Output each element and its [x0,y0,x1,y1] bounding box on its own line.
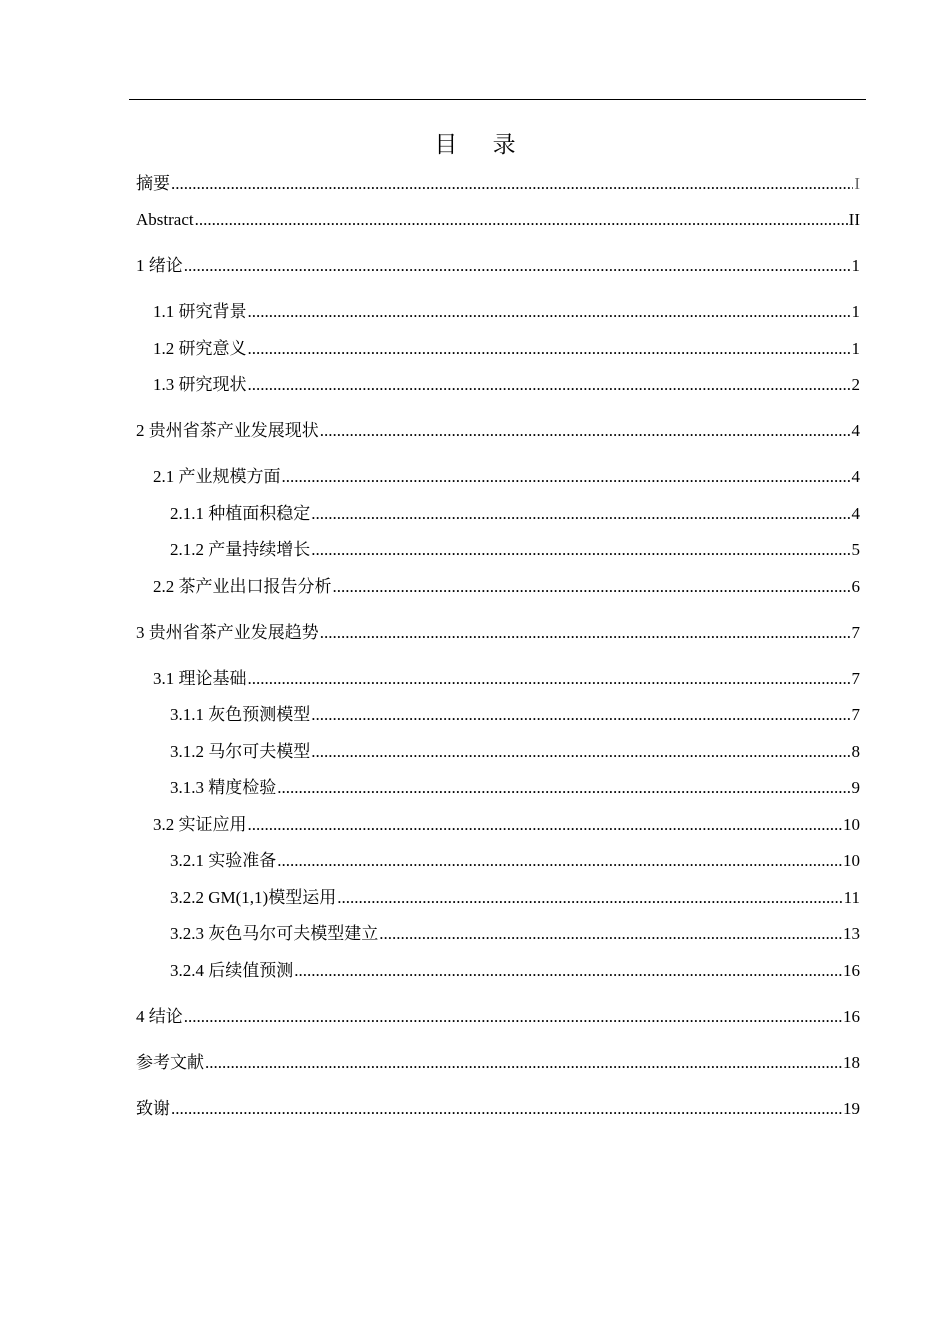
toc-entry-label: 3.2.3 灰色马尔可夫模型建立 [170,924,379,943]
toc-list [136,163,860,1125]
toc-entry-page: 4 [851,467,860,486]
toc-entry-label: 摘要 [136,173,170,193]
toc-entry-page: 7 [851,705,860,724]
toc-entry[interactable] [136,603,860,649]
toc-entry-page: 6 [851,576,860,596]
dot-leader [320,623,851,649]
dot-leader [337,888,842,914]
dot-leader [184,1007,842,1033]
toc-entry[interactable] [136,282,860,328]
toc-entry[interactable] [136,1079,860,1125]
toc-entry-label: 参考文献 [136,1052,204,1072]
toc-entry-label: 2.1.2 产量持续增长 [170,540,311,559]
toc-entry-label: 2.1.1 种植面积稳定 [170,503,311,523]
dot-leader [248,375,851,401]
dot-leader [311,742,850,768]
dot-leader [320,421,851,447]
toc-entry-page: 13 [843,924,860,943]
toc-entry[interactable] [136,236,860,282]
toc-entry-page: 4 [851,421,860,440]
dot-leader [311,705,850,731]
dot-leader [277,778,850,804]
toc-entry-label: 3.2.2 GM(1,1)模型运用 [170,887,337,907]
toc-entry[interactable] [136,200,860,237]
toc-entry-page: 2 [851,375,860,394]
toc-entry[interactable] [136,530,860,567]
toc-entry-page: 19 [843,1098,860,1118]
toc-entry[interactable] [136,987,860,1033]
toc-entry-label: 2.2 茶产业出口报告分析 [153,576,332,596]
toc-title: 目 录 [434,132,530,158]
toc-entry[interactable] [136,695,860,732]
dot-leader [277,851,842,877]
dot-leader [248,815,843,841]
toc-entry-page: 7 [851,668,860,688]
toc-entry-page: 16 [843,1006,860,1026]
toc-entry-label: 3.1.1 灰色预测模型 [170,705,311,724]
dot-leader [195,210,848,236]
toc-entry-label: 2 贵州省茶产业发展现状 [136,421,319,440]
toc-entry[interactable] [136,768,860,805]
toc-entry-label: 3.2 实证应用 [153,814,247,834]
toc-entry[interactable] [136,447,860,493]
toc-entry-label: 3.1.2 马尔可夫模型 [170,741,311,761]
toc-entry-page: 1 [851,256,860,275]
dot-leader [311,504,850,530]
toc-entry[interactable] [136,731,860,768]
toc-entry-page: 7 [851,622,860,642]
toc-entry[interactable] [136,804,860,841]
toc-entry[interactable] [136,877,860,914]
dot-leader [248,669,851,695]
toc-entry-label: 3.1.3 精度检验 [170,778,277,797]
dot-leader [248,302,851,328]
toc-entry-label: 3.2.4 后续值预测 [170,960,294,980]
toc-entry[interactable] [136,914,860,951]
toc-entry-page: II [848,210,860,229]
toc-entry-label: 4 结论 [136,1006,183,1026]
toc-entry-label: 1.1 研究背景 [153,302,247,321]
dot-leader [311,540,850,566]
toc-entry-label: 2.1 产业规模方面 [153,467,281,486]
toc-entry[interactable] [136,1033,860,1079]
toc-entry-page: 16 [843,960,860,980]
toc-entry[interactable] [136,493,860,530]
toc-entry-page: 4 [851,503,860,523]
toc-entry-page: 9 [851,778,860,797]
toc-entry-label: 3.1 理论基础 [153,668,247,688]
dot-leader [171,1099,842,1125]
toc-entry-label: 致谢 [136,1098,170,1118]
toc-entry-label: 3 贵州省茶产业发展趋势 [136,622,319,642]
toc-entry[interactable] [136,163,860,200]
toc-entry-page: 10 [843,814,860,834]
dot-leader [248,339,851,365]
toc-entry-label: 3.2.1 实验准备 [170,851,277,870]
toc-entry-page: 11 [843,887,860,907]
toc-entry-label: 1 绪论 [136,256,183,275]
toc-entry-label: 1.2 研究意义 [153,338,247,358]
dot-leader [184,256,851,282]
toc-entry[interactable] [136,401,860,447]
toc-entry[interactable] [136,365,860,402]
toc-entry-page: I [854,173,860,193]
toc-entry[interactable] [136,328,860,365]
toc-entry[interactable] [136,566,860,603]
toc-entry[interactable] [136,950,860,987]
dot-leader [333,577,851,603]
toc-entry[interactable] [136,841,860,878]
toc-entry-label: Abstract [136,210,194,229]
toc-entry-page: 5 [851,540,860,559]
toc-entry-page: 1 [851,338,860,358]
dot-leader [379,924,842,950]
toc-entry[interactable] [136,649,860,695]
toc-entry-page: 8 [851,741,860,761]
toc-entry-page: 10 [843,851,860,870]
dot-leader [282,467,851,493]
toc-entry-page: 18 [843,1052,860,1072]
header-rule [129,99,866,100]
toc-entry-page: 1 [851,302,860,321]
dot-leader [205,1053,842,1079]
toc-entry-label: 1.3 研究现状 [153,375,247,394]
dot-leader [171,174,853,200]
dot-leader [294,961,842,987]
